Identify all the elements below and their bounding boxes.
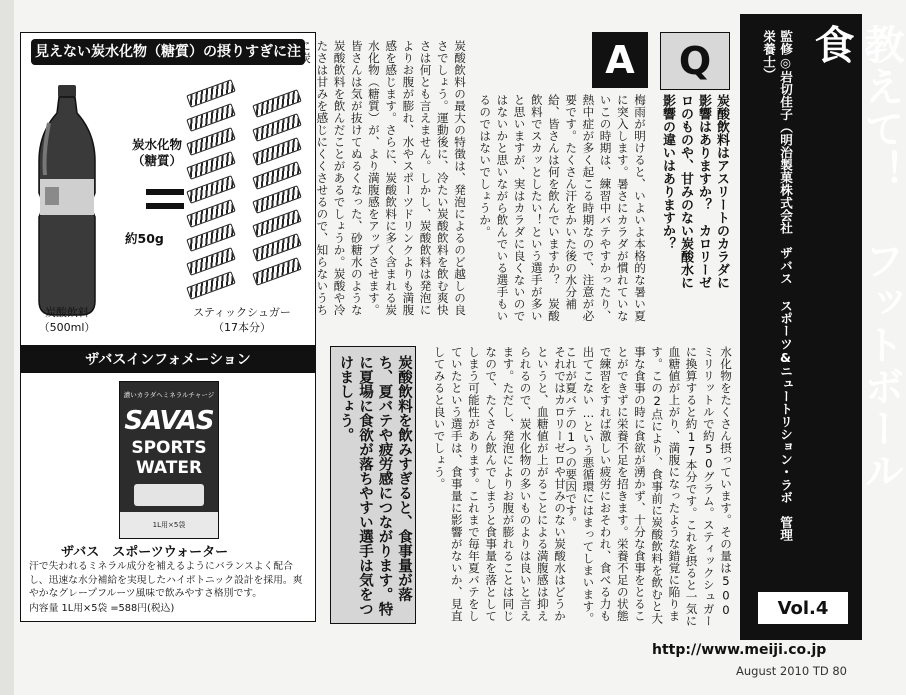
sugar-stick-icon [186, 271, 236, 300]
info-title-bar [21, 347, 315, 373]
question-text: 炭酸飲料はアスリートのカラダに影響はありますか？ カロリーゼロのものや、甘みのない炭酸水に影響の違いはありますか？ [660, 94, 729, 289]
bottle-label: 炭酸飲料 （500ml） [38, 306, 96, 334]
sugar-illustration-panel [20, 32, 316, 346]
product-name: ザバス スポーツウォーター [61, 545, 229, 560]
answer-para-2: 炭酸飲料の最大の特徴は、発泡によるのど越しの良さでしょう。運動後に、冷たい炭酸飲料を飲む爽快さは何とも言えません。しかし、炭酸飲料は発泡によりお腹が膨れ、水やスポーツドリンクよりも満腹感を感じます。さらに、炭酸飲料に多く含まれる炭水化物（糖質）が、より満腹感をアップさせます。皆さんは気が抜けてぬるくなった、砂糖水のような炭酸飲料を飲んだことがあるでしょうか。炭酸や冷たさは甘みを感じにくくさせるので、知らないうちに炭 [298, 40, 467, 316]
package-bottom-text: 1L用×5袋 [152, 521, 186, 529]
a-letter: A [605, 38, 635, 82]
supervisor: 監修◎岩切佳子（明治製菓株式会社 ザバス スポーツ&ニュートリション・ラボ 管理栄養士） [761, 30, 793, 542]
package-brand: SAVAS [124, 406, 214, 436]
sugar-sticks [21, 33, 315, 345]
footer-issue: August 2010 TD 80 [736, 664, 847, 678]
sugar-amount: 約50g [125, 231, 164, 246]
q-letter: Q [678, 39, 712, 83]
product-package [119, 381, 219, 539]
page-title: 教えて！ フットボール食 [808, 24, 904, 492]
carb-label: 炭水化物 （糖質） [131, 137, 182, 168]
volume-badge [756, 590, 850, 626]
info-title: ザバスインフォメーション [85, 352, 251, 368]
product-price: 内容量 1L用×5袋 =588円(税込) [29, 603, 175, 614]
answer-para-1: 梅雨が明けると、いよいよ本格的な暑い夏に突入します。暑さにカラダが慣れていないこの時期は、練習中バテやすかったり、熱中症が多く起こる時期なので、注意が必要です。たくさん汗をかいた後の水分補給、皆さんは何を飲んでいますか？ 炭酸飲料でスカッとしたい！という選手が多いと思いますが、実はカラダに良くないのではないかと思いながら飲んでいる選手もいるのではないでしょうか。 [478, 94, 647, 322]
product-description: 汗で失われるミネラル成分を補えるようにバランスよく配合し、迅速な水分補給を実現したハイポトニック設計を採用。爽やかなグレープフルーツ風味で飲みやすさ格別です。 [29, 561, 303, 599]
q-letter-box [660, 32, 730, 90]
a-letter-box [592, 32, 648, 88]
sugar-stick-icon [252, 257, 302, 286]
volume-label: Vol.4 [777, 597, 829, 619]
package-line-sports: SPORTS [131, 438, 207, 458]
package-line-water: WATER [135, 458, 203, 478]
package-bottom-strip [120, 512, 218, 538]
summary-text: 炭酸飲料を飲みすぎると、食事量が落ち、夏バテや疲労感につながります。特に夏場に食欲が落ちやすい選手は気をつけましょう。 [337, 355, 412, 616]
answer-para-3: 水化物をたくさん摂っています。その量は500ミリリットルで約50グラム。スティックシュガーに換算すると約17本分です。これを摂ると一気に血糖値が上がり、満腹になったような錯覚に陥ります。この2点により、食事前に炭酸飲料を飲むと大事な食事の時に食欲が湧かず、十分な食事をとることができずに栄養不足を招きます。栄養不足の状態で練習をすれば激しい疲労におそわれ、食べる力も出てこない…という悪循環にはまってしまいます。これが夏バテの1つの要因です。 [564, 346, 733, 627]
page-edge [0, 0, 14, 695]
warning-title: 見えない炭水化物（糖質）の摂りすぎに注意! [35, 44, 301, 86]
footer-url[interactable]: http://www.meiji.co.jp [652, 642, 827, 658]
savas-info-panel [20, 346, 316, 622]
sugar-stick-label: スティックシュガー （17本分） [193, 306, 291, 334]
answer-para-4: それではカロリーゼロや甘みのない炭酸水はどうかというと、血糖値が上がることによる満腹感は抑えられるので、炭水化物の多いものよりは良いと言えます。ただし、発泡によりお腹が膨れることは同じなので、たくさん飲んでしまうと食事量を落としてしまう可能性があります。これまで毎年夏バテをしていたという選手は、食事量に影響がないか、見直してみると良いでしょう。 [432, 346, 567, 622]
package-tagline: 濃いカラダへミネラルチャージ [123, 391, 215, 399]
summary-box [330, 346, 416, 624]
package-icons-strip [134, 484, 204, 506]
